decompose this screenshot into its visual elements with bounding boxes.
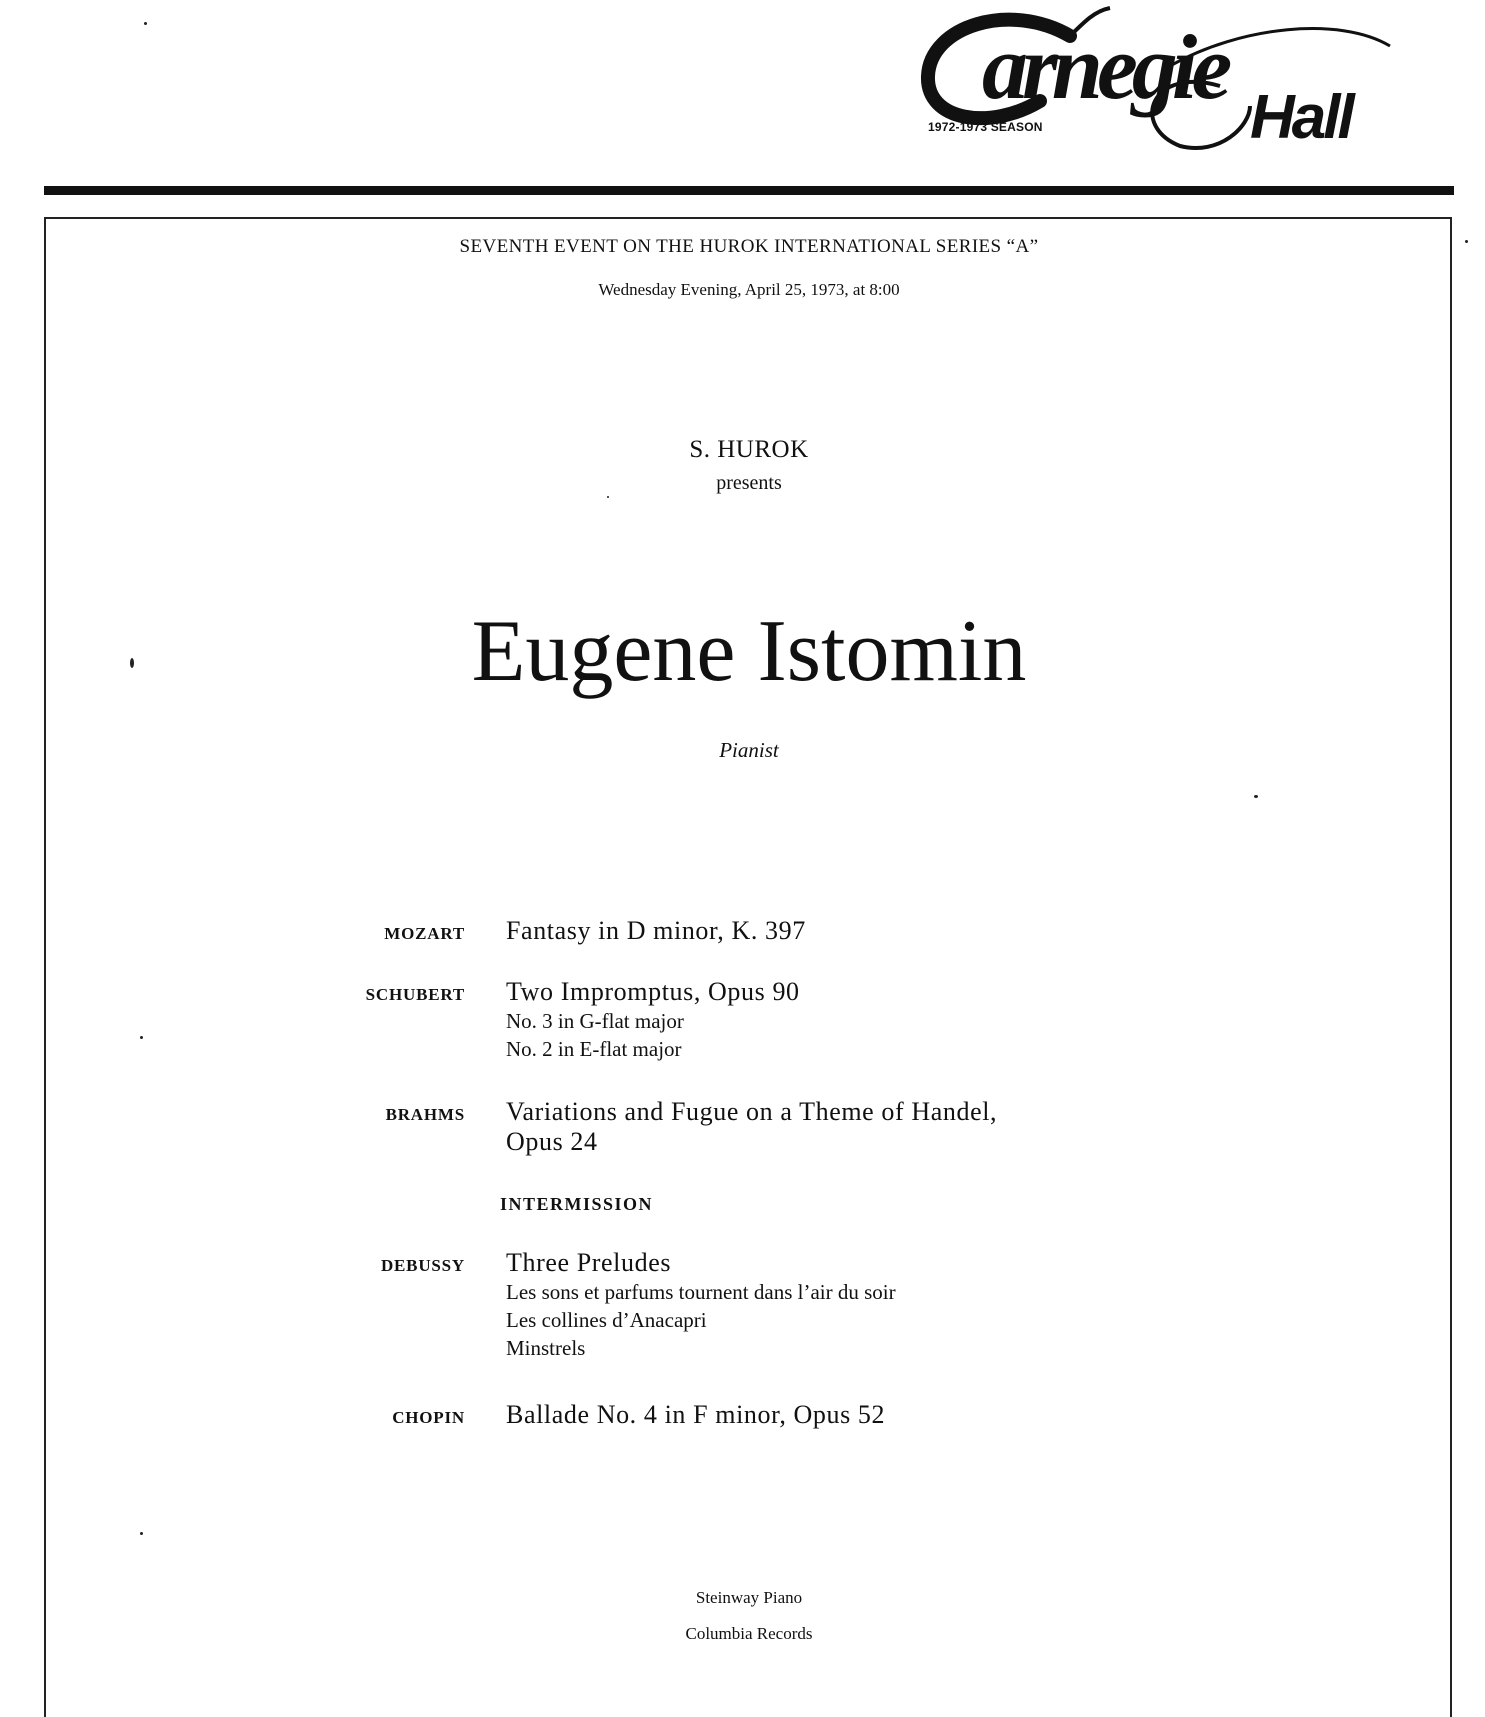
work-title: Three Preludes: [506, 1248, 672, 1277]
work-detail: No. 3 in G-flat major: [506, 1009, 684, 1033]
work-title: Two Impromptus, Opus 90: [506, 977, 800, 1006]
piano-credit: Steinway Piano: [695, 1588, 803, 1607]
intermission-label: INTERMISSION: [500, 1194, 654, 1214]
scan-speck: [140, 1532, 143, 1535]
composer-name: DEBUSSY: [380, 1256, 465, 1275]
scan-speck: [607, 496, 609, 498]
presents-label: presents: [716, 472, 782, 494]
composer-name: SCHUBERT: [365, 985, 465, 1004]
scan-speck: [144, 22, 147, 25]
header-rule: [44, 186, 1454, 195]
svg-text:Hall: Hall: [1250, 83, 1352, 152]
series-line: SEVENTH EVENT ON THE HUROK INTERNATIONAL SERIES “A”: [459, 236, 1039, 257]
composer-name: BRAHMS: [385, 1105, 465, 1124]
composer-name: MOZART: [384, 924, 465, 943]
work: [506, 916, 1206, 946]
work-title: Ballade No. 4 in F minor, Opus 52: [506, 1400, 886, 1429]
work-detail: Opus 24: [506, 1127, 598, 1156]
work: [506, 977, 1206, 1063]
work-detail: Les collines d’Anacapri: [506, 1308, 707, 1332]
season-label: 1972-1973 SEASON: [928, 120, 1043, 134]
work-title: Variations and Fugue on a Theme of Handel,: [506, 1097, 998, 1126]
scan-speck: [1254, 795, 1258, 798]
scan-speck: [1465, 240, 1468, 243]
scan-speck: [130, 658, 134, 668]
work-title: Fantasy in D minor, K. 397: [506, 916, 806, 945]
artist-name: Eugene Istomin: [471, 603, 1027, 700]
records-credit: Columbia Records: [685, 1624, 813, 1643]
work-detail: Les sons et parfums tournent dans l’air du soir: [506, 1280, 896, 1304]
work: [506, 1400, 1206, 1430]
work: [506, 1248, 1206, 1362]
scan-speck: [140, 1036, 143, 1039]
event-date: Wednesday Evening, April 25, 1973, at 8:00: [598, 280, 900, 299]
artist-role: Pianist: [719, 738, 779, 762]
work-detail: Minstrels: [506, 1336, 586, 1360]
work: [506, 1097, 1206, 1157]
svg-text:arnegie: arnegie: [982, 16, 1227, 118]
composer-name: CHOPIN: [392, 1408, 465, 1427]
presenter-name: S. HUROK: [689, 436, 809, 463]
work-detail: No. 2 in E-flat major: [506, 1037, 682, 1061]
